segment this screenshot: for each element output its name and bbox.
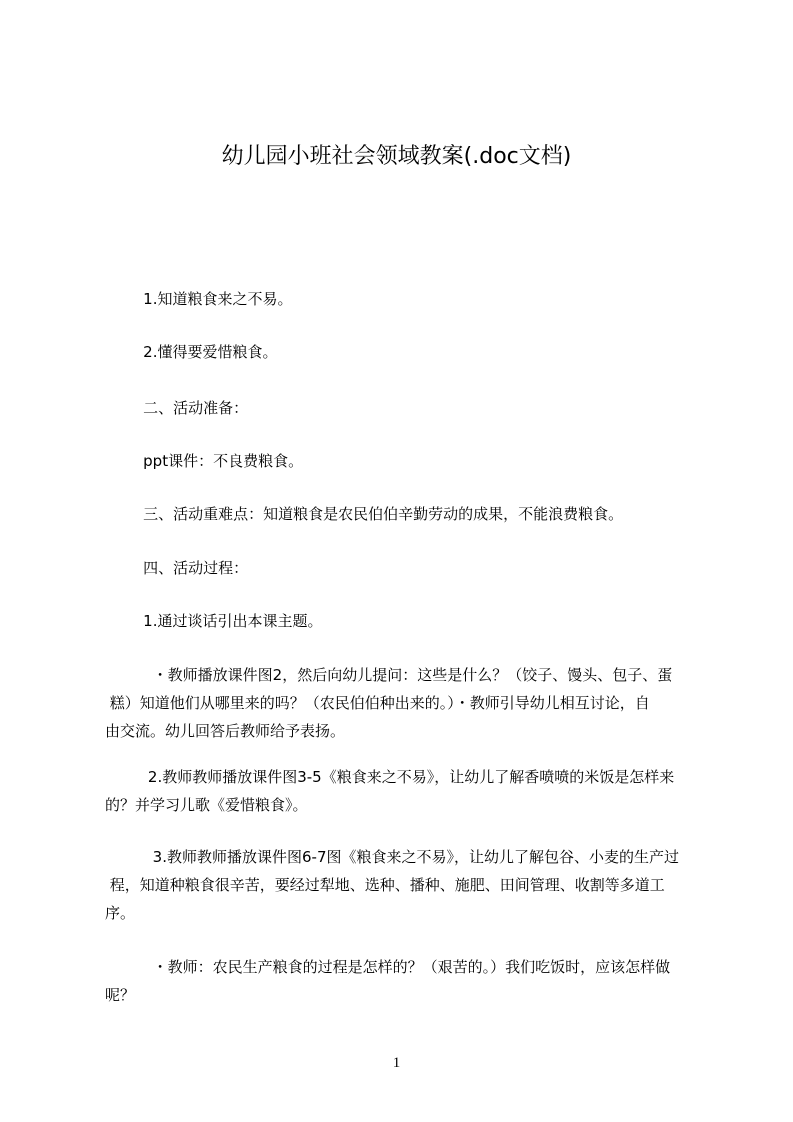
paragraph (105, 500, 715, 528)
paragraph (105, 338, 715, 366)
paragraph-line: 3.教师教师播放课件图6-7图《粮食来之不易》，让幼儿了解包谷、小麦的生产过 (105, 848, 679, 866)
paragraph (105, 447, 715, 475)
paragraph-line: 二、活动准备： (105, 399, 249, 417)
paragraph-line: ・教师播放课件图2，然后向幼儿提问：这些是什么？（饺子、馒头、包子、蛋 (105, 666, 673, 684)
paragraph (105, 763, 715, 819)
paragraph-line: 三、活动重难点：知道粮食是农民伯伯辛勤劳动的成果，不能浪费粮食。 (105, 505, 624, 523)
paragraph-line: 呢？ (105, 986, 136, 1004)
paragraph-line: 2.教师教师播放课件图3-5《粮食来之不易》，让幼儿了解香喷喷的米饭是怎样来 (105, 768, 675, 786)
paragraph (105, 953, 715, 1009)
paragraph-line: 2.懂得要爱惜粮食。 (105, 343, 278, 361)
paragraph-line: 糕）知道他们从哪里来的吗？（农民伯伯种出来的。）・教师引导幼儿相互讨论，自 (105, 694, 650, 712)
paragraph-line: 由交流。幼儿回答后教师给予表扬。 (105, 722, 346, 740)
paragraph-line: ppt课件：不良费粮食。 (105, 452, 304, 470)
paragraph (105, 607, 715, 635)
paragraph (105, 661, 715, 745)
paragraph-line: 序。 (105, 904, 136, 922)
paragraph-line: 1.通过谈话引出本课主题。 (105, 612, 323, 630)
paragraph-line: 1.知道粮食来之不易。 (105, 290, 293, 308)
paragraph-line: 的？并学习儿歌《爱惜粮食》。 (105, 796, 308, 814)
page-number: 1 (392, 1055, 401, 1071)
document-title: 幼儿园小班社会领域教案(.doc文档) (221, 144, 572, 169)
paragraph (105, 554, 715, 582)
paragraph-line: 四、活动过程： (105, 559, 249, 577)
paragraph (105, 285, 715, 313)
paragraph (105, 843, 715, 927)
paragraph-line: ・教师：农民生产粮食的过程是怎样的？（艰苦的。）我们吃饭时，应该怎样做 (105, 958, 671, 976)
paragraph-line: 程，知道种粮食很辛苦，要经过犁地、选种、播种、施肥、田间管理、收割等多道工 (105, 876, 665, 894)
paragraph (105, 394, 715, 422)
